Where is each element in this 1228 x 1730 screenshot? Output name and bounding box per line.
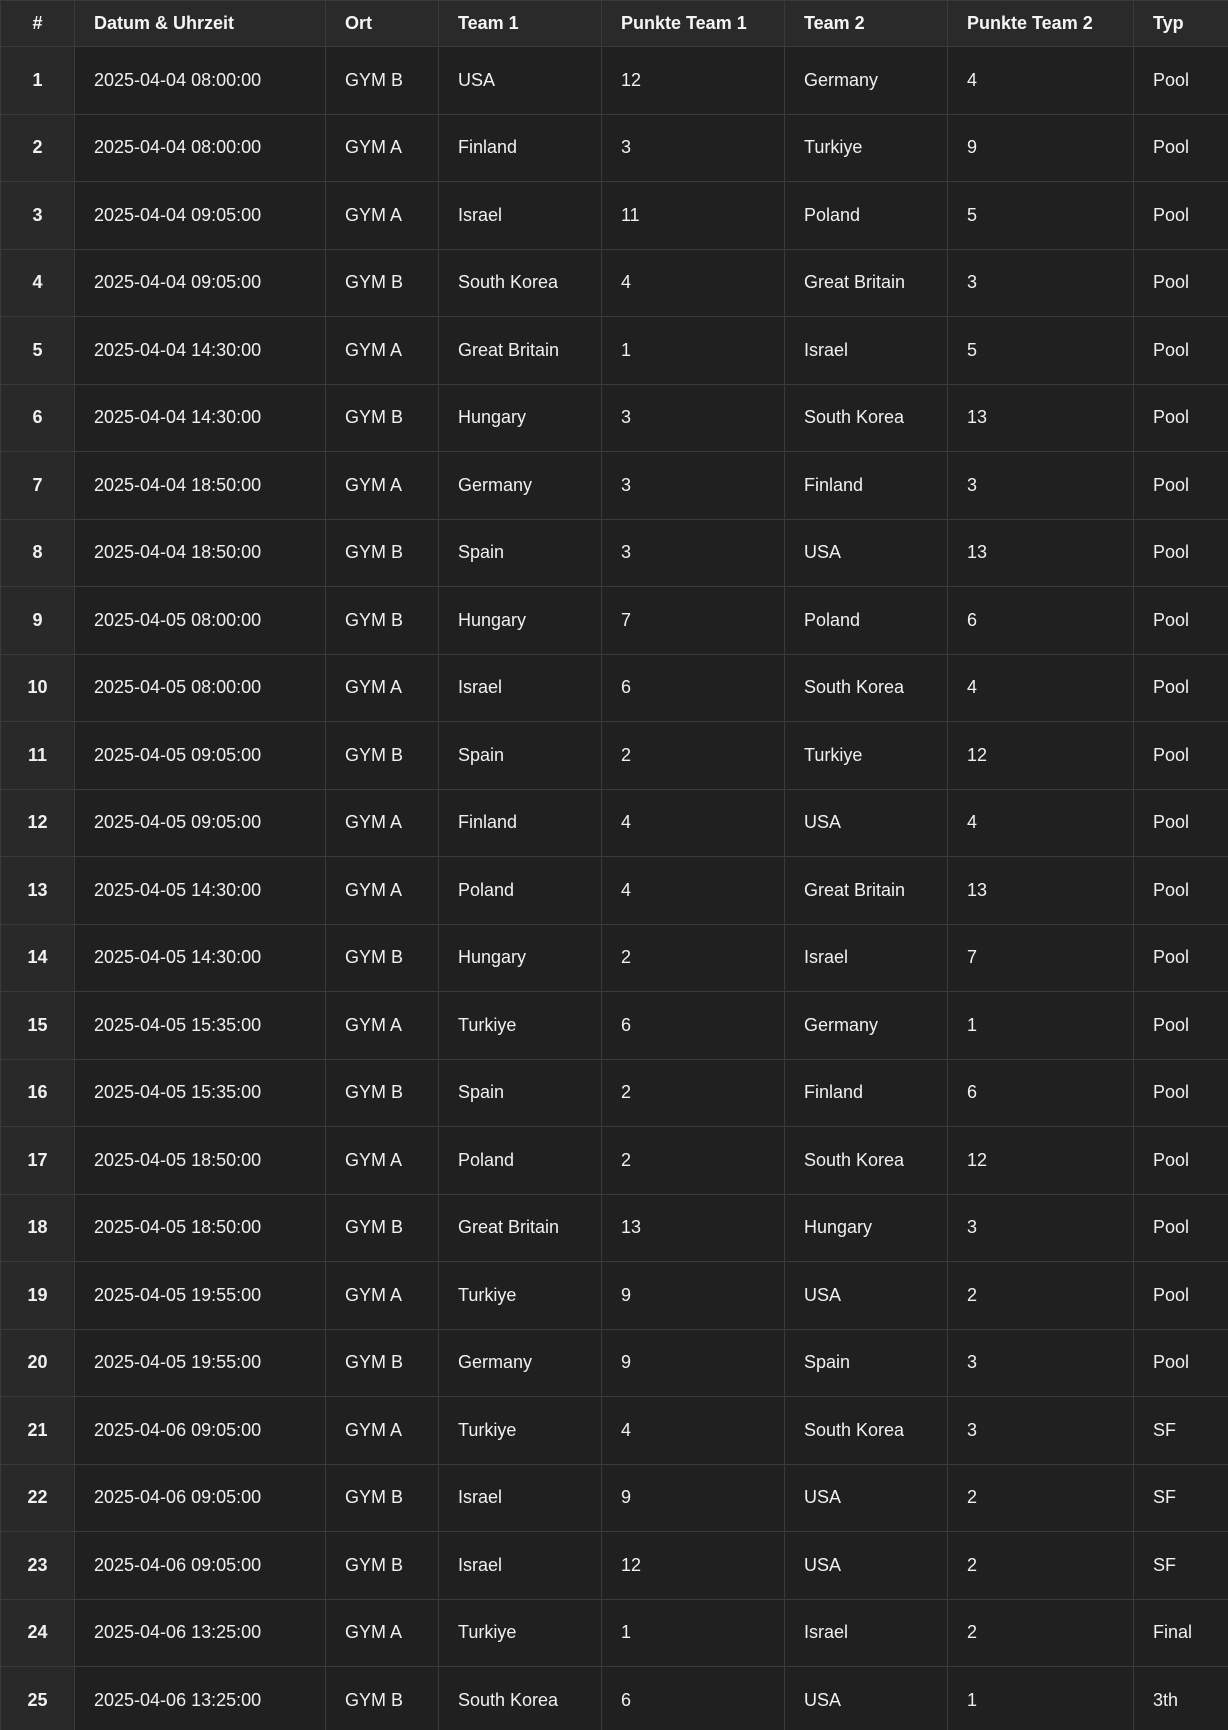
table-row: [1, 789, 1228, 857]
table-header: [1, 1, 1228, 47]
cell-type: Pool: [1134, 47, 1228, 115]
cell-points-team2: 1: [948, 992, 1134, 1060]
cell-location: GYM A: [326, 1127, 439, 1195]
cell-points-team2: 2: [948, 1262, 1134, 1330]
cell-type: SF: [1134, 1464, 1228, 1532]
cell-points-team1: 12: [602, 47, 785, 115]
table-row: [1, 857, 1228, 925]
cell-points-team1: 4: [602, 857, 785, 925]
cell-number: 15: [1, 992, 75, 1060]
cell-number: 12: [1, 789, 75, 857]
cell-points-team1: 12: [602, 1532, 785, 1600]
cell-points-team1: 6: [602, 992, 785, 1060]
cell-datetime: 2025-04-04 08:00:00: [75, 114, 326, 182]
cell-points-team1: 9: [602, 1464, 785, 1532]
cell-points-team1: 7: [602, 587, 785, 655]
cell-number: 11: [1, 722, 75, 790]
cell-type: Pool: [1134, 789, 1228, 857]
cell-type: Pool: [1134, 722, 1228, 790]
table-row: [1, 1262, 1228, 1330]
cell-team1: Hungary: [439, 924, 602, 992]
cell-type: Pool: [1134, 857, 1228, 925]
cell-type: Pool: [1134, 114, 1228, 182]
cell-points-team2: 3: [948, 1397, 1134, 1465]
cell-team1: Great Britain: [439, 317, 602, 385]
cell-team2: Poland: [785, 182, 948, 250]
header-team2[interactable]: Team 2: [785, 1, 948, 47]
header-type[interactable]: Typ: [1134, 1, 1228, 47]
cell-number: 5: [1, 317, 75, 385]
cell-team1: Spain: [439, 722, 602, 790]
header-team1[interactable]: Team 1: [439, 1, 602, 47]
cell-type: Final: [1134, 1599, 1228, 1667]
cell-team2: USA: [785, 1532, 948, 1600]
cell-team1: Israel: [439, 1532, 602, 1600]
cell-points-team1: 6: [602, 654, 785, 722]
cell-team2: Germany: [785, 992, 948, 1060]
cell-team2: Turkiye: [785, 722, 948, 790]
cell-type: Pool: [1134, 1329, 1228, 1397]
cell-location: GYM B: [326, 924, 439, 992]
cell-team1: Spain: [439, 1059, 602, 1127]
cell-datetime: 2025-04-06 13:25:00: [75, 1667, 326, 1730]
cell-team1: Israel: [439, 1464, 602, 1532]
cell-datetime: 2025-04-05 18:50:00: [75, 1194, 326, 1262]
cell-team2: Israel: [785, 317, 948, 385]
cell-team2: Turkiye: [785, 114, 948, 182]
cell-team1: Spain: [439, 519, 602, 587]
cell-points-team1: 3: [602, 384, 785, 452]
cell-location: GYM A: [326, 992, 439, 1060]
cell-points-team2: 2: [948, 1599, 1134, 1667]
cell-team1: South Korea: [439, 1667, 602, 1730]
cell-number: 1: [1, 47, 75, 115]
cell-points-team2: 2: [948, 1532, 1134, 1600]
cell-points-team2: 1: [948, 1667, 1134, 1730]
cell-type: Pool: [1134, 249, 1228, 317]
cell-points-team1: 11: [602, 182, 785, 250]
cell-number: 19: [1, 1262, 75, 1330]
cell-number: 10: [1, 654, 75, 722]
cell-points-team1: 2: [602, 924, 785, 992]
cell-datetime: 2025-04-05 08:00:00: [75, 587, 326, 655]
cell-location: GYM B: [326, 1329, 439, 1397]
table-row: [1, 1464, 1228, 1532]
table-row: [1, 722, 1228, 790]
cell-team2: Finland: [785, 1059, 948, 1127]
cell-team2: Finland: [785, 452, 948, 520]
table-row: [1, 519, 1228, 587]
header-datetime[interactable]: Datum & Uhrzeit: [75, 1, 326, 47]
cell-datetime: 2025-04-05 09:05:00: [75, 722, 326, 790]
cell-team1: Great Britain: [439, 1194, 602, 1262]
cell-location: GYM B: [326, 47, 439, 115]
cell-location: GYM B: [326, 384, 439, 452]
cell-team1: Turkiye: [439, 992, 602, 1060]
cell-location: GYM A: [326, 857, 439, 925]
cell-points-team1: 6: [602, 1667, 785, 1730]
cell-number: 25: [1, 1667, 75, 1730]
cell-type: 3th: [1134, 1667, 1228, 1730]
cell-team2: South Korea: [785, 1127, 948, 1195]
cell-location: GYM A: [326, 654, 439, 722]
cell-type: Pool: [1134, 992, 1228, 1060]
cell-datetime: 2025-04-06 09:05:00: [75, 1464, 326, 1532]
table-row: [1, 1194, 1228, 1262]
cell-datetime: 2025-04-05 14:30:00: [75, 924, 326, 992]
cell-type: Pool: [1134, 1262, 1228, 1330]
cell-team1: Hungary: [439, 384, 602, 452]
cell-points-team2: 4: [948, 789, 1134, 857]
table-row: [1, 1532, 1228, 1600]
header-row: [1, 1, 1228, 47]
cell-type: Pool: [1134, 1059, 1228, 1127]
cell-points-team1: 2: [602, 722, 785, 790]
cell-points-team2: 2: [948, 1464, 1134, 1532]
cell-points-team2: 9: [948, 114, 1134, 182]
table-row: [1, 1397, 1228, 1465]
cell-points-team1: 9: [602, 1329, 785, 1397]
cell-points-team1: 3: [602, 114, 785, 182]
header-points-team1[interactable]: Punkte Team 1: [602, 1, 785, 47]
cell-datetime: 2025-04-06 09:05:00: [75, 1397, 326, 1465]
cell-team1: Poland: [439, 857, 602, 925]
cell-points-team1: 3: [602, 452, 785, 520]
cell-team1: Hungary: [439, 587, 602, 655]
cell-team2: Great Britain: [785, 857, 948, 925]
table-row: [1, 1667, 1228, 1730]
cell-number: 6: [1, 384, 75, 452]
cell-location: GYM B: [326, 1194, 439, 1262]
cell-number: 8: [1, 519, 75, 587]
cell-type: Pool: [1134, 654, 1228, 722]
cell-team2: Great Britain: [785, 249, 948, 317]
cell-number: 13: [1, 857, 75, 925]
cell-datetime: 2025-04-04 14:30:00: [75, 384, 326, 452]
header-points-team2[interactable]: Punkte Team 2: [948, 1, 1134, 47]
cell-type: Pool: [1134, 384, 1228, 452]
cell-location: GYM A: [326, 1262, 439, 1330]
cell-type: Pool: [1134, 317, 1228, 385]
table-row: [1, 1059, 1228, 1127]
cell-points-team2: 6: [948, 587, 1134, 655]
cell-team2: South Korea: [785, 1397, 948, 1465]
cell-number: 7: [1, 452, 75, 520]
cell-type: Pool: [1134, 587, 1228, 655]
cell-team2: Spain: [785, 1329, 948, 1397]
cell-location: GYM A: [326, 114, 439, 182]
cell-team2: Poland: [785, 587, 948, 655]
cell-points-team2: 5: [948, 182, 1134, 250]
cell-team2: USA: [785, 1262, 948, 1330]
cell-points-team2: 4: [948, 47, 1134, 115]
table-row: [1, 992, 1228, 1060]
table-body: [1, 47, 1228, 1730]
cell-points-team2: 12: [948, 722, 1134, 790]
cell-location: GYM A: [326, 182, 439, 250]
cell-datetime: 2025-04-05 15:35:00: [75, 1059, 326, 1127]
cell-points-team1: 4: [602, 249, 785, 317]
cell-number: 21: [1, 1397, 75, 1465]
table-row: [1, 587, 1228, 655]
table-row: [1, 1599, 1228, 1667]
cell-points-team1: 2: [602, 1127, 785, 1195]
cell-team1: South Korea: [439, 249, 602, 317]
cell-datetime: 2025-04-05 14:30:00: [75, 857, 326, 925]
cell-points-team2: 13: [948, 519, 1134, 587]
cell-points-team2: 5: [948, 317, 1134, 385]
cell-type: Pool: [1134, 452, 1228, 520]
cell-location: GYM A: [326, 452, 439, 520]
cell-team2: South Korea: [785, 654, 948, 722]
cell-datetime: 2025-04-04 08:00:00: [75, 47, 326, 115]
cell-datetime: 2025-04-05 09:05:00: [75, 789, 326, 857]
cell-location: GYM B: [326, 722, 439, 790]
cell-points-team2: 3: [948, 1194, 1134, 1262]
cell-location: GYM B: [326, 587, 439, 655]
cell-datetime: 2025-04-05 18:50:00: [75, 1127, 326, 1195]
cell-team2: Israel: [785, 924, 948, 992]
cell-team2: USA: [785, 789, 948, 857]
table-row: [1, 1127, 1228, 1195]
cell-location: GYM B: [326, 519, 439, 587]
table-row: [1, 384, 1228, 452]
cell-type: Pool: [1134, 1127, 1228, 1195]
cell-points-team1: 1: [602, 317, 785, 385]
cell-number: 18: [1, 1194, 75, 1262]
cell-type: Pool: [1134, 182, 1228, 250]
cell-location: GYM B: [326, 249, 439, 317]
cell-location: GYM B: [326, 1667, 439, 1730]
cell-team1: Turkiye: [439, 1397, 602, 1465]
cell-points-team1: 4: [602, 1397, 785, 1465]
cell-team1: Poland: [439, 1127, 602, 1195]
header-location[interactable]: Ort: [326, 1, 439, 47]
table-row: [1, 654, 1228, 722]
cell-points-team2: 3: [948, 249, 1134, 317]
cell-team1: Turkiye: [439, 1262, 602, 1330]
cell-team1: Israel: [439, 654, 602, 722]
cell-points-team1: 4: [602, 789, 785, 857]
cell-points-team1: 2: [602, 1059, 785, 1127]
cell-number: 20: [1, 1329, 75, 1397]
cell-location: GYM A: [326, 317, 439, 385]
cell-location: GYM B: [326, 1464, 439, 1532]
cell-team2: USA: [785, 1667, 948, 1730]
table-row: [1, 47, 1228, 115]
cell-number: 16: [1, 1059, 75, 1127]
cell-datetime: 2025-04-06 13:25:00: [75, 1599, 326, 1667]
cell-datetime: 2025-04-05 15:35:00: [75, 992, 326, 1060]
cell-team1: Turkiye: [439, 1599, 602, 1667]
cell-number: 4: [1, 249, 75, 317]
cell-points-team2: 13: [948, 857, 1134, 925]
cell-location: GYM A: [326, 1397, 439, 1465]
cell-datetime: 2025-04-04 18:50:00: [75, 452, 326, 520]
cell-datetime: 2025-04-05 19:55:00: [75, 1329, 326, 1397]
header-number[interactable]: #: [1, 1, 75, 47]
cell-datetime: 2025-04-04 18:50:00: [75, 519, 326, 587]
cell-team1: Israel: [439, 182, 602, 250]
cell-number: 22: [1, 1464, 75, 1532]
cell-team1: Finland: [439, 114, 602, 182]
cell-datetime: 2025-04-04 09:05:00: [75, 249, 326, 317]
cell-points-team2: 3: [948, 452, 1134, 520]
cell-points-team2: 6: [948, 1059, 1134, 1127]
cell-team2: Germany: [785, 47, 948, 115]
cell-type: Pool: [1134, 519, 1228, 587]
cell-datetime: 2025-04-04 09:05:00: [75, 182, 326, 250]
cell-points-team1: 9: [602, 1262, 785, 1330]
cell-datetime: 2025-04-04 14:30:00: [75, 317, 326, 385]
cell-type: Pool: [1134, 924, 1228, 992]
cell-team2: South Korea: [785, 384, 948, 452]
cell-team2: Hungary: [785, 1194, 948, 1262]
table-row: [1, 114, 1228, 182]
cell-type: Pool: [1134, 1194, 1228, 1262]
cell-location: GYM A: [326, 1599, 439, 1667]
cell-points-team2: 12: [948, 1127, 1134, 1195]
cell-points-team1: 13: [602, 1194, 785, 1262]
cell-team2: USA: [785, 519, 948, 587]
cell-type: SF: [1134, 1532, 1228, 1600]
cell-location: GYM B: [326, 1059, 439, 1127]
cell-datetime: 2025-04-05 08:00:00: [75, 654, 326, 722]
cell-team2: USA: [785, 1464, 948, 1532]
cell-number: 3: [1, 182, 75, 250]
cell-number: 24: [1, 1599, 75, 1667]
cell-team1: Finland: [439, 789, 602, 857]
table-row: [1, 452, 1228, 520]
cell-number: 9: [1, 587, 75, 655]
cell-location: GYM A: [326, 789, 439, 857]
cell-points-team1: 3: [602, 519, 785, 587]
table-row: [1, 249, 1228, 317]
cell-number: 23: [1, 1532, 75, 1600]
cell-points-team2: 3: [948, 1329, 1134, 1397]
cell-points-team2: 7: [948, 924, 1134, 992]
cell-number: 14: [1, 924, 75, 992]
cell-datetime: 2025-04-06 09:05:00: [75, 1532, 326, 1600]
table-row: [1, 317, 1228, 385]
cell-points-team2: 13: [948, 384, 1134, 452]
cell-points-team1: 1: [602, 1599, 785, 1667]
cell-type: SF: [1134, 1397, 1228, 1465]
table-row: [1, 924, 1228, 992]
cell-team1: USA: [439, 47, 602, 115]
cell-number: 17: [1, 1127, 75, 1195]
cell-number: 2: [1, 114, 75, 182]
cell-datetime: 2025-04-05 19:55:00: [75, 1262, 326, 1330]
cell-team2: Israel: [785, 1599, 948, 1667]
cell-team1: Germany: [439, 1329, 602, 1397]
table-row: [1, 1329, 1228, 1397]
cell-team1: Germany: [439, 452, 602, 520]
cell-points-team2: 4: [948, 654, 1134, 722]
table-row: [1, 182, 1228, 250]
cell-location: GYM B: [326, 1532, 439, 1600]
